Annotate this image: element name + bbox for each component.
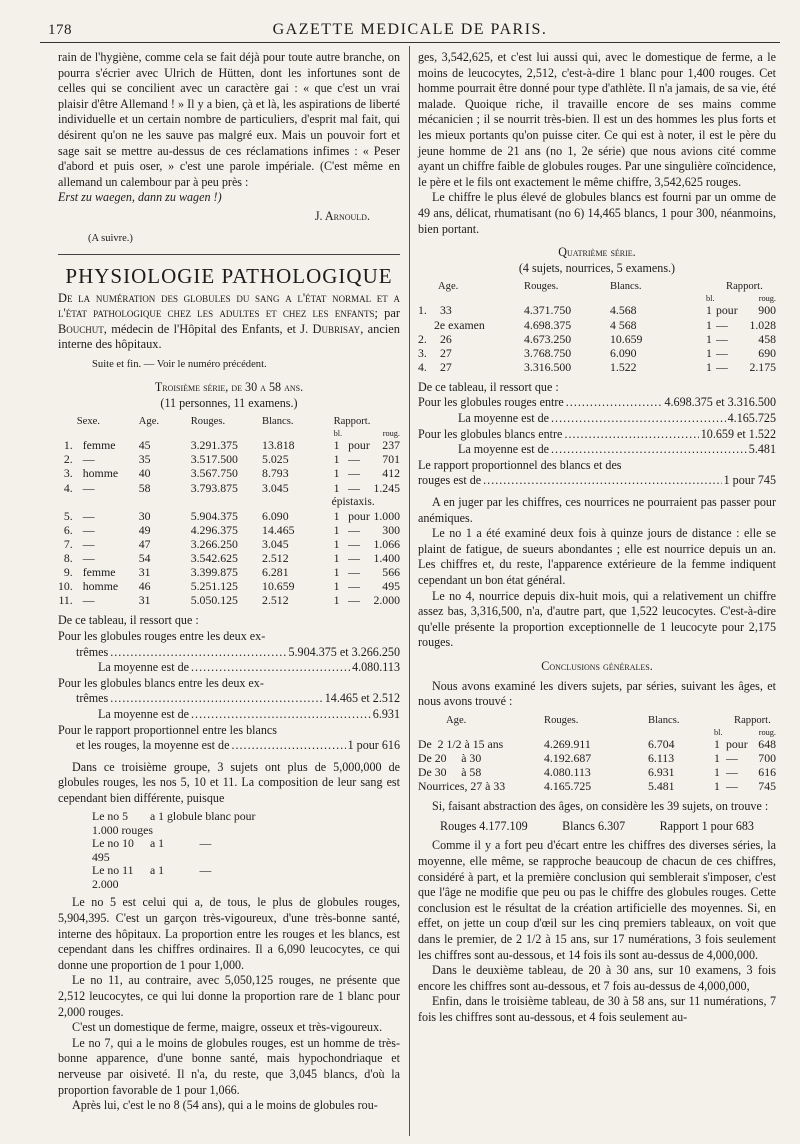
summary-blancs-total: Blancs 6.307	[562, 818, 626, 833]
col-age: Age.	[446, 714, 467, 726]
ratio-item: Le no 5 a 1 globule blanc pour1.000 rouges	[92, 809, 256, 837]
table-row: De 30 à 58 4.080.113 6.931 1 — 616	[418, 765, 776, 780]
serie3-rows	[58, 438, 400, 607]
article-by: par	[384, 306, 400, 321]
serie4-title: Quatrième série.	[558, 245, 636, 260]
table-row: 7. — 47 3.266.250 3.045 1 — 1.066	[63, 536, 400, 551]
table-row: 1. femme 45 3.291.375 13.818 1 pour 237	[63, 438, 400, 453]
col-sexe: Sexe.	[76, 416, 100, 428]
table-row: 6. — 49 4.296.375 14.465 1 — 300	[63, 522, 400, 537]
col-blancs: Blancs.	[648, 714, 680, 726]
result-rapport: Pour le rapport proportionnel entre les blancs et les rouges, la moyenne est de ..... 1 pour 616	[58, 723, 400, 754]
author-1-role: , médecin de l'Hôpital des Enfants, et	[103, 321, 296, 336]
table-row: 8. — 54 3.542.625 2.512 1 — 1.400	[63, 550, 400, 565]
author-1: Bouchut	[58, 321, 104, 336]
ratio-list	[92, 810, 400, 891]
page-number: 178	[48, 22, 72, 38]
summary-rouges-total: Rouges 4.177.109	[440, 818, 528, 833]
table-row: De 2 1/2 à 15 ans 4.269.911 6.704 1 pour 648	[418, 736, 776, 751]
table-row: 2. 26 4.673.250 10.659 1 — 458	[418, 331, 776, 346]
de-ce-tableau-3: De ce tableau, il ressort que :	[58, 613, 199, 628]
paragraph-no1: Le no 1 a été examiné deux fois à quinze jours de distance : elle se plaint de fatigue, de sueurs abondantes ; elle est nourrice depuis un an. Les chiffres et, du reste, l'apparence extérieure de la femme indiquent cependant un bon état général.	[418, 526, 776, 587]
summary-blancs-moyenne: La moyenne est de ..... 5.481	[418, 442, 776, 458]
col-bl: bl.	[706, 294, 715, 304]
conclusions-rows	[418, 737, 776, 793]
paragraph-chiffre-eleve: Le chiffre le plus élevé de globules blancs est fourni par un omme de 49 ans, délicat, rhumatisant (no 6) 14,465 blancs, 1 pour 300, néanmoins, bien portant.	[418, 190, 776, 236]
section-separator	[58, 254, 400, 255]
de-ce-tableau-4: De ce tableau, il ressort que :	[418, 379, 559, 394]
summary-rapport: Le rapport proportionnel des blancs et des rouges est de ..... 1 pour 745	[418, 458, 776, 489]
col-rouges: Rouges.	[190, 416, 226, 428]
left-column	[58, 50, 400, 1114]
author-2-role: , ancien interne des hôpitaux.	[58, 321, 400, 351]
table-row: 10. homme 46 5.251.125 10.659 1 — 495	[58, 579, 400, 594]
result-blancs-extremes: Pour les globules blancs entre les deux ex- trêmes ..... 14.465 et 2.512	[58, 676, 400, 707]
paragraph-juger: A en juger par les chiffres, ces nourrices ne pourraient pas passer pour anémiques.	[418, 495, 776, 525]
conclusions-title: Conclusions générales.	[541, 658, 653, 673]
summary-rouges: Pour les globules rouges entre ..... 4.698.375 et 3.316.500	[418, 395, 776, 411]
serie3-table	[58, 415, 400, 607]
col-roug: roug.	[758, 294, 776, 304]
article-title: De la numération des globules du sang a l'état normal et a l'état pathologique chez les adultes et chez les enfants;	[58, 290, 400, 321]
serie4-rows	[418, 303, 776, 373]
col-rouges: Rouges.	[524, 281, 559, 293]
paragraph-no4: Le no 4, nourrice depuis dix-huit mois, qui a relativement un chiffre assez bas, 3,316,500, n'a, d'autre part, que 1,522 leucocytes. C'est-à-dire qu'elle présente la proportion exceptionnelle de 1 leucocyte pour 2,175 rouges.	[418, 588, 776, 650]
paragraph-domestique: C'est un domestique de ferme, maigre, osseux et très-vigoureux.	[72, 1020, 383, 1035]
table-row: 5. — 30 5.904.375 6.090 1 pour 1.000	[63, 508, 400, 523]
col-blancs: Blancs.	[610, 281, 642, 293]
summary-rapport-total: Rapport 1 pour 683	[659, 818, 754, 833]
paragraph-apres: Après lui, c'est le no 8 (54 ans), qui a le moins de globules rou-	[72, 1098, 378, 1113]
journal-title: GAZETTE MEDICALE DE PARIS.	[272, 21, 548, 38]
table-row: 2e examen 4.698.375 4 568 1 — 1.028	[434, 317, 776, 332]
col-blancs: Blancs.	[262, 416, 294, 428]
col-bl: bl.	[714, 727, 723, 737]
result-rouges-extremes: Pour les globules rouges entre les deux ex- trêmes ..... 5.904.375 et 3.266.250	[58, 629, 400, 660]
paragraph-continuation: ges, 3,542,625, et c'est lui aussi qui, avec le domestique de ferme, a le moins de leucocytes, 2,512, c'est-à-dire 1 blanc pour 1,400 rouges. Cet homme pourrait être donné pour type d'athlète. Il n'a jamais, de sa vie, été malade. Quoique riche, il travaille encore de ses mains comme mécanicien ; il se nourrit très-bien. Il est un des hommes les plus forts et les mieux portants qu'on puisse citer. Ce qui est à noter, il est le père du jeune homme de 21 ans (no 1, 2e série) que nous avions cité comme ayant un chiffre faible de globules rouges. Par une singulière coïncidence, le père et le fils ont exactement le même chiffre, 3,542,625 rouges.	[418, 50, 776, 189]
paragraph-enfin: Enfin, dans le troisième tableau, de 30 à 58 ans, sur 11 numérations, 7 fois les chiffres sont au-dessous, et 4 fois seulement au-	[418, 994, 776, 1024]
table-row: 3. homme 40 3.567.750 8.793 1 — 412	[63, 466, 400, 481]
col-roug: roug.	[758, 727, 776, 737]
ratio-item: Le no 11 a 1 —2.000	[92, 863, 212, 891]
section-title: PHYSIOLOGIE PATHOLOGIQUE	[65, 264, 393, 289]
suite-note: Suite et fin. — Voir le numéro précédent.	[92, 359, 267, 371]
signature: J. Arnould.	[314, 208, 370, 223]
serie4-subtitle: (4 sujets, nourrices, 5 examens.)	[518, 260, 676, 275]
table-row: 9. femme 31 3.399.875 6.281 1 — 566	[63, 565, 400, 580]
conclusions-table	[418, 714, 776, 793]
table-row: 2. — 35 3.517.500 5.025 1 — 701	[63, 452, 400, 467]
paragraph-abstraction: Si, faisant abstraction des âges, on considère les 39 sujets, on trouve :	[432, 799, 769, 814]
col-rapport: Rapport.	[726, 281, 763, 293]
serie3-title: Troisième série, de 30 a 58 ans.	[154, 379, 304, 394]
table-row: 1. 33 4.371.750 4.568 1 pour 900	[418, 303, 776, 318]
table-row: Nourrices, 27 à 33 4.165.725 5.481 1 — 745	[418, 779, 776, 794]
table-note-row	[58, 495, 400, 509]
col-age: Age.	[138, 416, 160, 428]
paragraph-no5: Le no 5 est celui qui a, de tous, le plus de globules rouges, 5,904,395. C'est un garçon très-vigoureux, d'une très-bonne santé, interne des hôpitaux. La proportion entre les rouges et les blancs, est cependant dans les chiffres ordinaires. Il a 6,090 leucocytes, ce qui donne une proportion de 1 pour 1,000.	[58, 895, 400, 972]
value: 5.904.375 et 3.266.250	[288, 644, 400, 659]
article-heading	[58, 291, 400, 353]
paragraph-deuxieme: Dans le deuxième tableau, de 20 à 30 ans, sur 10 examens, 3 fois encore les chiffres sont au-dessous, et 7 fois au-dessus de 4,000,000,	[418, 963, 776, 993]
overall-summary	[418, 819, 776, 835]
col-rapport: Rapport.	[734, 714, 771, 726]
epistaxis-note: épistaxis.	[331, 495, 375, 508]
summary-blancs: Pour les globules blancs entre ..... 10.659 et 1.522	[418, 427, 776, 443]
table-row: 11. — 31 5.050.125 2.512 1 — 2.000	[58, 593, 400, 608]
german-quote: Erst zu waegen, dann zu wagen !)	[58, 190, 222, 205]
serie4-table	[418, 280, 776, 374]
result-rouges-moyenne: La moyenne est de ..... 4.080.113	[58, 660, 400, 676]
table-row: 3. 27 3.768.750 6.090 1 — 690	[418, 345, 776, 360]
col-roug: roug.	[382, 429, 400, 439]
paragraph-troisieme-groupe: Dans ce troisième groupe, 3 sujets ont plus de 5,000,000 de globules rouges, les nos 5, 10 et 11. La composition de leur sang est cependant bien différente, puisque	[58, 759, 400, 805]
serie3-subtitle: (11 personnes, 11 examens.)	[160, 395, 298, 410]
col-rapport: Rapport.	[333, 416, 371, 428]
author-2: J. Dubrisay	[300, 321, 361, 336]
page-header	[40, 16, 780, 43]
result-blancs-moyenne: La moyenne est de ..... 6.931	[58, 707, 400, 723]
paragraph-no7: Le no 7, qui a le moins de globules rouges, est un homme de très-bonne apparence, d'une bonne santé, mais hypochondriaque et nerveuse par oisiveté. Il n'a, du reste, que 3,045 blancs, d'où la proportion favorable de 1 pour 1,066.	[58, 1035, 400, 1097]
paragraph-no11: Le no 11, au contraire, avec 5,050,125 rouges, ne présente que 2,512 leucocytes, ce qui lui donne la proportion rare de 1 blanc pour 2,000 rouges.	[58, 973, 400, 1019]
table-row: De 20 à 30 4.192.687 6.113 1 — 700	[418, 750, 776, 765]
col-rouges: Rouges.	[544, 714, 579, 726]
col-age: Age.	[438, 281, 459, 293]
a-suivre: (A suivre.)	[88, 232, 133, 244]
table-row: 4. — 58 3.793.875 3.045 1 — 1.245	[63, 480, 400, 495]
summary-rouges-moyenne: La moyenne est de ..... 4.165.725	[418, 411, 776, 427]
right-column	[418, 50, 776, 1026]
ratio-item: Le no 10 a 1 —495	[92, 836, 212, 864]
paragraph-comme: Comme il y a fort peu d'écart entre les chiffres des diverses séries, la moyenne, elle même, se rapproche beaucoup de chacun de ces chiffres, considéré à part, et la première conclusion qui semblerait s'imposer, c'est que l'âge ne modifie que peu ou pas le chiffre des globules rouges. Cette conclusion est le résultat de la création artificielle des moyennes. Si, en effet, on jette un coup d'œil sur les cinq premiers tableaux, on voit que dans le premier, de 2 1/2 à 15 ans, sur 17 numérations, 3 fois seulement les chiffres sont au-dessous, et 14 fois ils sont au-dessus de 4,000,000.	[418, 838, 776, 962]
intro-paragraph: rain de l'hygiène, comme cela se fait déjà pour toute autre branche, on pourra s'écrier avec Ulrich de Hütten, dont les infortunes sont de celles qui se concilient avec un caractère gai : « que c'est un vrai plaisir d'être Allemand ! » Il y a bien, çà et là, les aspirations de liberté individuelle et un certain nombre de particuliers, d'esprit mal fait, qui désirent qu'on ne les sauve pas malgré eux. Mais un pouvoir fort et sage sait se mettre au-dessus de ces réclamations infimes : « Peser d'abord et puis oser, » c'est une parole impériale. (C'est même en allemand un calembour par à peu près :	[58, 50, 400, 189]
table-row: 4. 27 3.316.500 1.522 1 — 2.175	[418, 359, 776, 374]
column-divider	[409, 46, 410, 1136]
col-bl: bl.	[333, 429, 343, 439]
paragraph-examine: Nous avons examiné les divers sujets, par séries, suivant les âges, et nous avons trouvé :	[418, 678, 776, 709]
